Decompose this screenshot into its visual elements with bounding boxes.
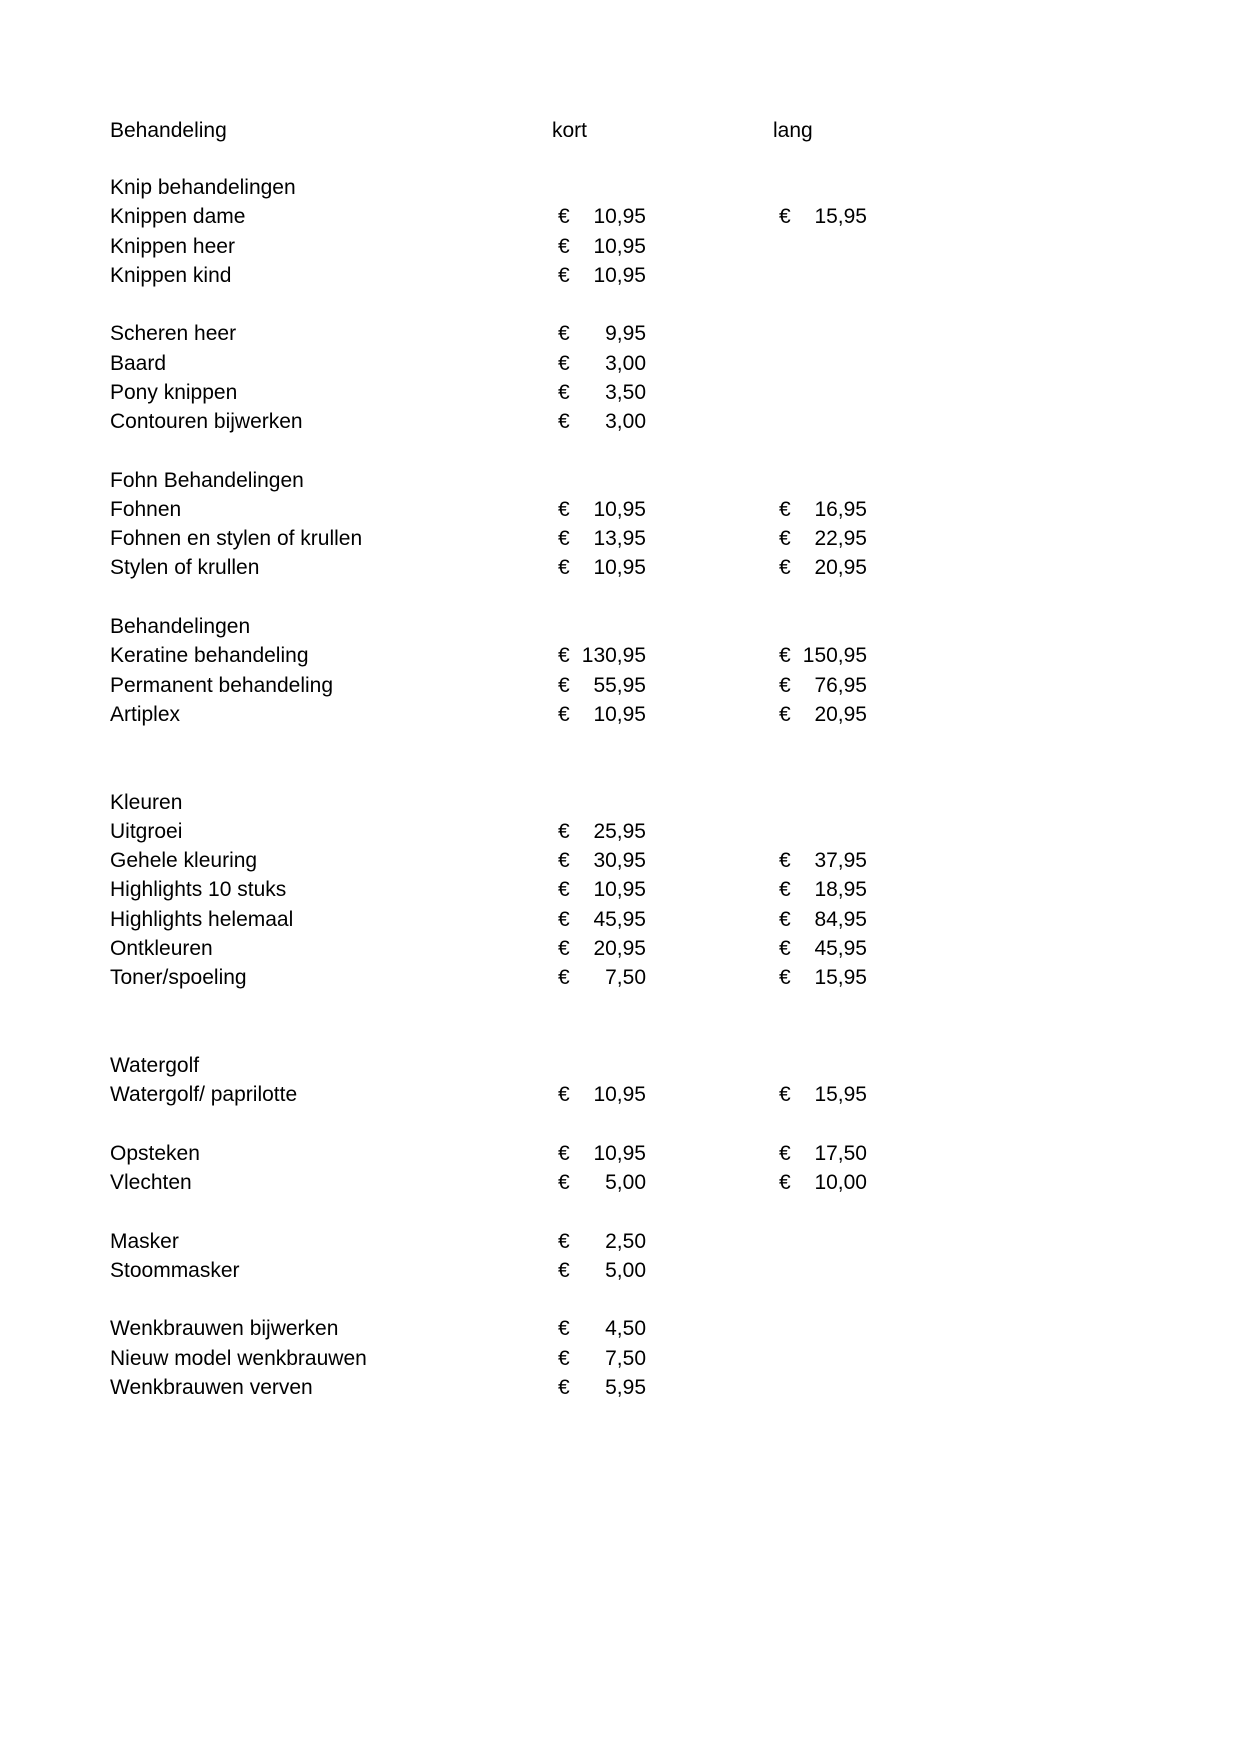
price-amount: 45,95: [814, 936, 867, 960]
price-amount: 76,95: [814, 673, 867, 697]
treatment-name: Pony knippen: [110, 380, 238, 404]
price-row: [0, 261, 1239, 290]
currency-symbol: €: [558, 1346, 570, 1370]
currency-symbol: €: [558, 673, 570, 697]
price-amount: 20,95: [814, 556, 867, 580]
treatment-name: Watergolf: [110, 1053, 200, 1077]
column-header-behandeling: Behandeling: [110, 119, 227, 142]
currency-symbol: €: [558, 497, 570, 521]
currency-symbol: €: [779, 673, 791, 697]
price-amount: 10,95: [593, 1083, 646, 1107]
price-amount: 22,95: [814, 527, 867, 551]
treatment-name: Highlights helemaal: [110, 907, 294, 931]
price-amount: 10,95: [593, 263, 646, 287]
currency-symbol: €: [558, 263, 570, 287]
price-amount: 3,00: [605, 351, 646, 375]
section-heading-row: [0, 729, 1239, 817]
currency-symbol: €: [558, 351, 570, 375]
currency-symbol: €: [558, 1258, 570, 1282]
price-list: [0, 173, 1239, 1402]
currency-symbol: €: [558, 878, 570, 902]
column-header-lang: lang: [773, 119, 813, 142]
price-row: [0, 1197, 1239, 1256]
treatment-name: Fohn Behandelingen: [110, 468, 304, 492]
price-row: [0, 641, 1239, 670]
currency-symbol: €: [558, 936, 570, 960]
price-amount: 10,95: [593, 556, 646, 580]
price-amount: 5,00: [605, 1171, 646, 1195]
currency-symbol: €: [779, 556, 791, 580]
currency-symbol: €: [779, 907, 791, 931]
section-heading-row: [0, 583, 1239, 642]
currency-symbol: €: [558, 1083, 570, 1107]
price-amount: 150,95: [802, 644, 867, 668]
price-amount: 7,50: [605, 966, 646, 990]
price-amount: 15,95: [814, 205, 867, 229]
currency-symbol: €: [558, 556, 570, 580]
price-row: [0, 700, 1239, 729]
price-row: [0, 232, 1239, 261]
currency-symbol: €: [558, 322, 570, 346]
price-amount: 5,95: [605, 1375, 646, 1399]
price-row: [0, 553, 1239, 582]
treatment-name: Knippen dame: [110, 205, 246, 229]
price-amount: 13,95: [593, 527, 646, 551]
treatment-name: Ontkleuren: [110, 936, 213, 960]
section-heading-row: [0, 173, 1239, 202]
treatment-name: Contouren bijwerken: [110, 410, 303, 434]
price-row: [0, 495, 1239, 524]
currency-symbol: €: [558, 644, 570, 668]
currency-symbol: €: [779, 1141, 791, 1165]
treatment-name: Fohnen en stylen of krullen: [110, 527, 363, 551]
price-amount: 5,00: [605, 1258, 646, 1282]
currency-symbol: €: [779, 936, 791, 960]
treatment-name: Artiplex: [110, 702, 181, 726]
treatment-name: Wenkbrauwen verven: [110, 1375, 313, 1399]
currency-symbol: €: [558, 527, 570, 551]
price-row: [0, 934, 1239, 963]
price-amount: 10,95: [593, 497, 646, 521]
price-amount: 10,00: [814, 1171, 867, 1195]
price-row: [0, 1110, 1239, 1169]
price-row: [0, 671, 1239, 700]
currency-symbol: €: [558, 205, 570, 229]
price-row: [0, 1168, 1239, 1197]
currency-symbol: €: [779, 702, 791, 726]
section-heading-row: [0, 436, 1239, 495]
price-amount: 37,95: [814, 849, 867, 873]
price-amount: 15,95: [814, 1083, 867, 1107]
currency-symbol: €: [558, 702, 570, 726]
currency-symbol: €: [779, 644, 791, 668]
treatment-name: Fohnen: [110, 497, 182, 521]
currency-symbol: €: [558, 380, 570, 404]
price-amount: 130,95: [581, 644, 646, 668]
price-amount: 18,95: [814, 878, 867, 902]
price-amount: 16,95: [814, 497, 867, 521]
price-row: [0, 407, 1239, 436]
price-row: [0, 524, 1239, 553]
currency-symbol: €: [558, 966, 570, 990]
price-amount: 15,95: [814, 966, 867, 990]
price-row: [0, 817, 1239, 846]
currency-symbol: €: [558, 907, 570, 931]
currency-symbol: €: [779, 1171, 791, 1195]
price-row: [0, 905, 1239, 934]
column-header-kort: kort: [552, 119, 588, 142]
treatment-name: Knippen heer: [110, 234, 235, 258]
price-row: [0, 202, 1239, 231]
price-amount: 10,95: [593, 1141, 646, 1165]
price-row: [0, 378, 1239, 407]
treatment-name: Knip behandelingen: [110, 176, 296, 199]
treatment-name: Stylen of krullen: [110, 556, 260, 580]
treatment-name: Gehele kleuring: [110, 849, 258, 873]
currency-symbol: €: [558, 410, 570, 434]
treatment-name: Uitgroei: [110, 819, 183, 843]
currency-symbol: €: [558, 1171, 570, 1195]
price-row: [0, 1373, 1239, 1402]
treatment-name: Knippen kind: [110, 263, 232, 287]
price-amount: 10,95: [593, 878, 646, 902]
currency-symbol: €: [558, 1375, 570, 1399]
currency-symbol: €: [558, 1317, 570, 1341]
treatment-name: Toner/spoeling: [110, 966, 247, 990]
currency-symbol: €: [779, 966, 791, 990]
treatment-name: Nieuw model wenkbrauwen: [110, 1346, 367, 1370]
price-amount: 3,50: [605, 380, 646, 404]
price-row: [0, 1256, 1239, 1285]
currency-symbol: €: [558, 1229, 570, 1253]
price-row: [0, 349, 1239, 378]
price-amount: 20,95: [593, 936, 646, 960]
currency-symbol: €: [779, 878, 791, 902]
treatment-name: Behandelingen: [110, 614, 251, 638]
price-amount: 2,50: [605, 1229, 646, 1253]
currency-symbol: €: [779, 1083, 791, 1107]
treatment-name: Opsteken: [110, 1141, 200, 1165]
price-amount: 10,95: [593, 205, 646, 229]
treatment-name: Keratine behandeling: [110, 644, 309, 668]
treatment-name: Highlights 10 stuks: [110, 878, 287, 902]
treatment-name: Wenkbrauwen bijwerken: [110, 1317, 339, 1341]
price-row: [0, 290, 1239, 349]
treatment-name: Kleuren: [110, 790, 183, 814]
price-amount: 84,95: [814, 907, 867, 931]
currency-symbol: €: [558, 849, 570, 873]
currency-symbol: €: [558, 819, 570, 843]
treatment-name: Baard: [110, 351, 167, 375]
currency-symbol: €: [779, 527, 791, 551]
currency-symbol: €: [558, 1141, 570, 1165]
price-amount: 7,50: [605, 1346, 646, 1370]
price-amount: 10,95: [593, 234, 646, 258]
treatment-name: Vlechten: [110, 1171, 192, 1195]
price-row: [0, 1344, 1239, 1373]
price-amount: 10,95: [593, 702, 646, 726]
price-amount: 45,95: [593, 907, 646, 931]
currency-symbol: €: [779, 205, 791, 229]
currency-symbol: €: [779, 497, 791, 521]
price-row: [0, 846, 1239, 875]
price-amount: 20,95: [814, 702, 867, 726]
section-heading-row: [0, 992, 1239, 1080]
price-amount: 25,95: [593, 819, 646, 843]
price-amount: 17,50: [814, 1141, 867, 1165]
treatment-name: Scheren heer: [110, 322, 237, 346]
price-amount: 3,00: [605, 410, 646, 434]
treatment-name: Watergolf/ paprilotte: [110, 1083, 298, 1107]
price-amount: 9,95: [605, 322, 646, 346]
price-row: [0, 875, 1239, 904]
price-amount: 30,95: [593, 849, 646, 873]
treatment-name: Masker: [110, 1229, 179, 1253]
currency-symbol: €: [779, 849, 791, 873]
treatment-name: Permanent behandeling: [110, 673, 334, 697]
price-amount: 55,95: [593, 673, 646, 697]
price-row: [0, 963, 1239, 992]
price-row: [0, 1080, 1239, 1109]
currency-symbol: €: [558, 234, 570, 258]
price-amount: 4,50: [605, 1317, 646, 1341]
price-row: [0, 1285, 1239, 1344]
treatment-name: Stoommasker: [110, 1258, 240, 1282]
